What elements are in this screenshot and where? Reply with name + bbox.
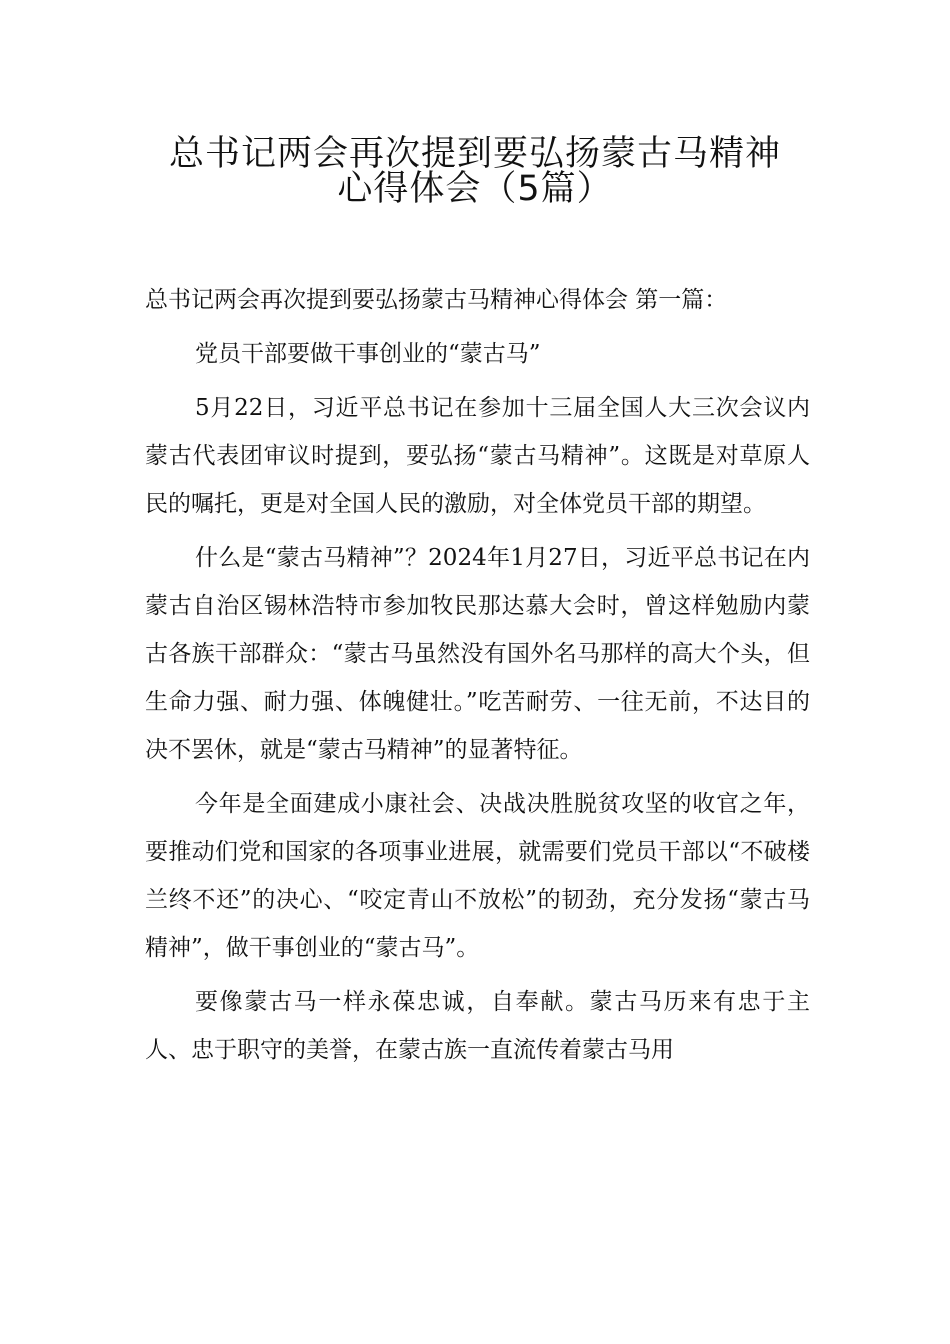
document-body (145, 276, 810, 1080)
document-title-line-2: 心得体会（5篇） (337, 169, 613, 209)
section-heading: 总书记两会再次提到要弘扬蒙古马精神心得体会 第一篇： (145, 287, 728, 313)
paragraph: 什么是“蒙古马精神”？2024年1月27日，习近平总书记在内蒙古自治区锡林浩特市参加牧民那达慕大会时，曾这样勉励内蒙古各族干部群众：“蒙古马虽然没有国外名马那样的高大个头，但生命力强、耐力强、体魄健壮。”吃苦耐劳、一往无前，不达目的决不罢休，就是“蒙古马精神”的显著特征。 (145, 545, 810, 763)
document-title-line-1: 总书记两会再次提到要弘扬蒙古马精神 (168, 134, 781, 174)
article-subtitle: 党员干部要做干事创业的“蒙古马” (195, 341, 541, 367)
paragraph: 今年是全面建成小康社会、决战决胜脱贫攻坚的收官之年，要推动们党和国家的各项事业进展，就需要们党员干部以“不破楼兰终不还”的决心、“咬定青山不放松”的韧劲，充分发扬“蒙古马精神”，做干事创业的“蒙古马”。 (145, 791, 810, 961)
paragraph: 5月22日，习近平总书记在参加十三届全国人大三次会议内蒙古代表团审议时提到，要弘扬“蒙古马精神”。这既是对草原人民的嘱托，更是对全国人民的激励，对全体党员干部的期望。 (145, 395, 810, 517)
paragraph: 要像蒙古马一样永葆忠诚，自奉献。蒙古马历来有忠于主人、忠于职守的美誉，在蒙古族一直流传着蒙古马用 (145, 989, 810, 1063)
